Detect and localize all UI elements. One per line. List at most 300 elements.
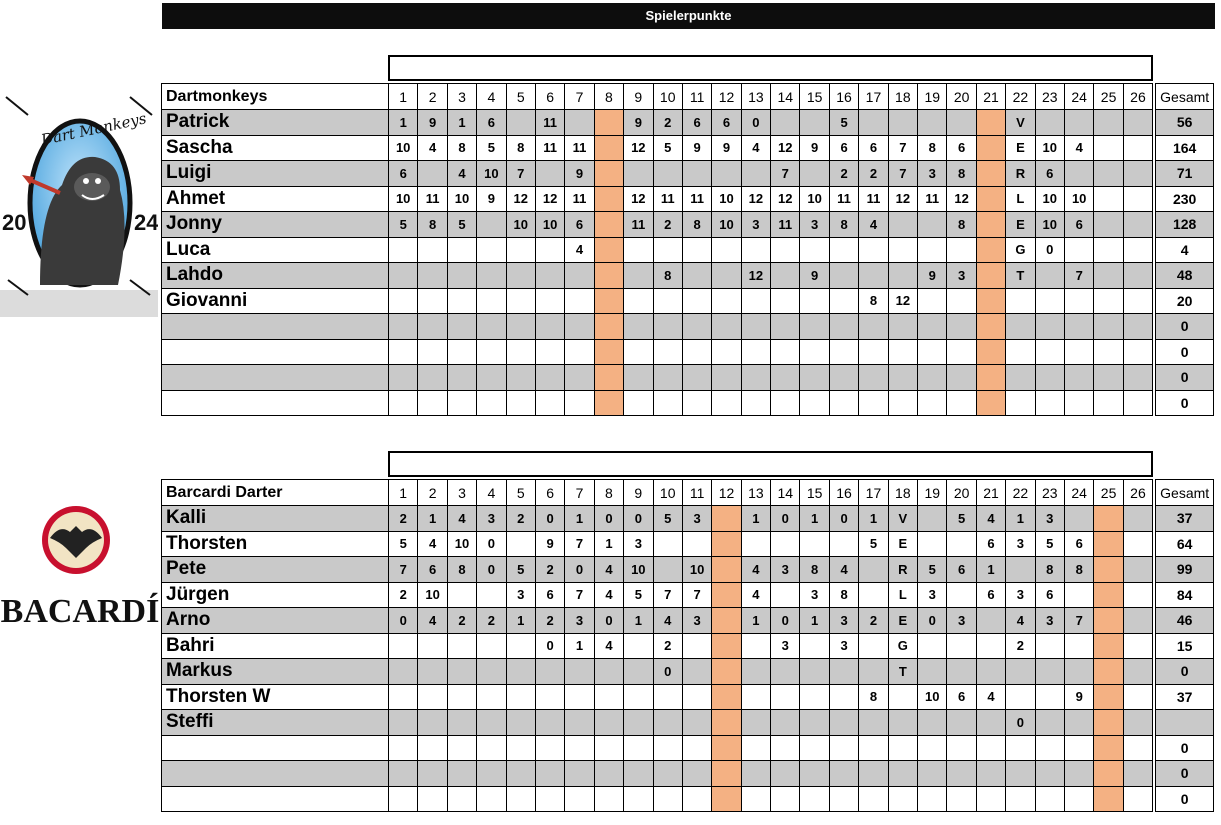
score-cell bbox=[976, 390, 1005, 416]
score-cell bbox=[1035, 684, 1064, 710]
score-cell: 3 bbox=[771, 557, 800, 583]
player-row bbox=[162, 557, 1214, 583]
player-name bbox=[162, 735, 389, 761]
player-name bbox=[162, 390, 389, 416]
score-cell bbox=[624, 339, 653, 365]
score-cell bbox=[1064, 365, 1093, 391]
score-cell bbox=[653, 684, 682, 710]
score-cell: 11 bbox=[653, 186, 682, 212]
score-cell bbox=[976, 710, 1005, 736]
score-cell bbox=[800, 365, 829, 391]
score-cell bbox=[712, 365, 741, 391]
score-cell bbox=[418, 710, 447, 736]
score-cell bbox=[947, 288, 976, 314]
score-cell bbox=[1035, 339, 1064, 365]
score-cell bbox=[771, 110, 800, 136]
score-cell bbox=[859, 735, 888, 761]
score-cell bbox=[859, 365, 888, 391]
score-cell bbox=[565, 684, 594, 710]
score-cell: 4 bbox=[418, 531, 447, 557]
score-cell bbox=[594, 684, 623, 710]
score-cell: 12 bbox=[888, 288, 917, 314]
player-name: Arno bbox=[162, 608, 389, 634]
score-cell: 1 bbox=[447, 110, 476, 136]
player-name: Luigi bbox=[162, 161, 389, 187]
score-cell bbox=[624, 786, 653, 812]
score-cell bbox=[506, 659, 535, 685]
score-cell bbox=[1094, 633, 1123, 659]
score-cell: 1 bbox=[800, 608, 829, 634]
score-cell bbox=[653, 161, 682, 187]
score-cell bbox=[918, 390, 947, 416]
player-total: 0 bbox=[1156, 659, 1214, 685]
score-cell bbox=[418, 786, 447, 812]
score-cell bbox=[594, 761, 623, 787]
score-cell bbox=[888, 263, 917, 289]
score-cell bbox=[389, 314, 418, 340]
score-cell bbox=[741, 684, 770, 710]
score-cell: 8 bbox=[829, 582, 858, 608]
column-header: 11 bbox=[682, 84, 711, 110]
score-cell bbox=[565, 735, 594, 761]
column-header: 16 bbox=[829, 84, 858, 110]
column-header: 9 bbox=[624, 480, 653, 506]
score-cell bbox=[594, 786, 623, 812]
player-row bbox=[162, 633, 1214, 659]
score-cell: 10 bbox=[800, 186, 829, 212]
column-header: 7 bbox=[565, 84, 594, 110]
score-cell: 0 bbox=[535, 633, 564, 659]
score-cell bbox=[1064, 633, 1093, 659]
score-cell bbox=[918, 506, 947, 532]
player-total: 37 bbox=[1156, 684, 1214, 710]
score-cell: 10 bbox=[447, 531, 476, 557]
score-cell bbox=[1064, 761, 1093, 787]
score-cell: 1 bbox=[859, 506, 888, 532]
score-cell bbox=[506, 761, 535, 787]
player-total: 37 bbox=[1156, 506, 1214, 532]
player-name: Pete bbox=[162, 557, 389, 583]
score-cell bbox=[1064, 288, 1093, 314]
score-cell: 0 bbox=[389, 608, 418, 634]
score-cell: 1 bbox=[976, 557, 1005, 583]
score-cell bbox=[1094, 557, 1123, 583]
score-cell: 4 bbox=[976, 506, 1005, 532]
score-cell: 2 bbox=[859, 608, 888, 634]
total-header: Gesamt bbox=[1156, 84, 1214, 110]
player-name: Lahdo bbox=[162, 263, 389, 289]
score-cell: 1 bbox=[565, 506, 594, 532]
score-cell: 3 bbox=[829, 608, 858, 634]
score-cell bbox=[1123, 110, 1152, 136]
score-cell: 4 bbox=[447, 161, 476, 187]
score-cell bbox=[741, 390, 770, 416]
score-cell: 8 bbox=[800, 557, 829, 583]
score-cell: 7 bbox=[565, 582, 594, 608]
score-cell: 4 bbox=[1064, 135, 1093, 161]
score-cell bbox=[800, 237, 829, 263]
score-cell: 2 bbox=[653, 633, 682, 659]
score-cell bbox=[1064, 582, 1093, 608]
score-cell: G bbox=[1006, 237, 1035, 263]
score-cell: 4 bbox=[418, 608, 447, 634]
column-header: 8 bbox=[594, 84, 623, 110]
column-header: 5 bbox=[506, 84, 535, 110]
score-cell bbox=[624, 314, 653, 340]
player-row bbox=[162, 161, 1214, 187]
score-cell bbox=[888, 339, 917, 365]
score-cell: 2 bbox=[389, 582, 418, 608]
score-cell bbox=[418, 339, 447, 365]
score-cell bbox=[624, 710, 653, 736]
score-cell bbox=[477, 633, 506, 659]
score-cell: 0 bbox=[1035, 237, 1064, 263]
score-cell: 0 bbox=[918, 608, 947, 634]
score-cell: 12 bbox=[624, 135, 653, 161]
score-cell bbox=[741, 659, 770, 685]
score-cell bbox=[682, 710, 711, 736]
score-cell bbox=[976, 365, 1005, 391]
team-name: Dartmonkeys bbox=[162, 84, 389, 110]
score-cell bbox=[918, 710, 947, 736]
score-cell bbox=[741, 339, 770, 365]
score-cell bbox=[1094, 506, 1123, 532]
score-cell: 4 bbox=[741, 135, 770, 161]
score-cell: 12 bbox=[624, 186, 653, 212]
score-cell bbox=[653, 735, 682, 761]
score-cell: V bbox=[1006, 110, 1035, 136]
score-cell bbox=[976, 110, 1005, 136]
score-cell bbox=[653, 237, 682, 263]
score-cell bbox=[800, 110, 829, 136]
score-cell: 6 bbox=[1035, 161, 1064, 187]
score-cell bbox=[389, 633, 418, 659]
score-cell: 4 bbox=[594, 633, 623, 659]
player-total: 0 bbox=[1156, 786, 1214, 812]
score-cell: 9 bbox=[477, 186, 506, 212]
score-cell bbox=[1094, 684, 1123, 710]
score-cell: 3 bbox=[741, 212, 770, 238]
score-cell: 1 bbox=[418, 506, 447, 532]
score-cell bbox=[477, 659, 506, 685]
score-cell bbox=[829, 710, 858, 736]
score-cell bbox=[624, 237, 653, 263]
score-cell: 0 bbox=[535, 506, 564, 532]
score-cell: 11 bbox=[535, 110, 564, 136]
score-cell bbox=[653, 710, 682, 736]
score-cell: 12 bbox=[888, 186, 917, 212]
score-cell: 2 bbox=[1006, 633, 1035, 659]
score-cell bbox=[682, 761, 711, 787]
score-cell bbox=[976, 314, 1005, 340]
score-cell: 9 bbox=[624, 110, 653, 136]
team-1-score-table bbox=[161, 83, 1214, 416]
score-cell bbox=[771, 582, 800, 608]
score-cell: 3 bbox=[947, 608, 976, 634]
score-cell bbox=[829, 761, 858, 787]
column-header: 16 bbox=[829, 480, 858, 506]
score-cell bbox=[800, 710, 829, 736]
score-cell bbox=[1094, 110, 1123, 136]
score-cell bbox=[477, 263, 506, 289]
score-cell: 0 bbox=[477, 531, 506, 557]
page-title: Spielerpunkte bbox=[162, 3, 1215, 29]
score-cell bbox=[1006, 288, 1035, 314]
score-cell bbox=[1123, 237, 1152, 263]
score-cell bbox=[565, 288, 594, 314]
score-cell bbox=[712, 339, 741, 365]
score-cell bbox=[1123, 633, 1152, 659]
score-cell bbox=[1094, 288, 1123, 314]
score-cell: 3 bbox=[947, 263, 976, 289]
player-name bbox=[162, 314, 389, 340]
score-cell: 10 bbox=[477, 161, 506, 187]
score-cell bbox=[829, 263, 858, 289]
score-cell bbox=[859, 582, 888, 608]
score-cell bbox=[771, 263, 800, 289]
player-row bbox=[162, 339, 1214, 365]
score-cell bbox=[1006, 365, 1035, 391]
score-cell bbox=[1035, 761, 1064, 787]
score-cell bbox=[1123, 735, 1152, 761]
score-cell bbox=[506, 633, 535, 659]
score-cell bbox=[653, 314, 682, 340]
score-cell: 10 bbox=[447, 186, 476, 212]
score-cell bbox=[859, 633, 888, 659]
player-name: Patrick bbox=[162, 110, 389, 136]
score-cell bbox=[1094, 710, 1123, 736]
score-cell bbox=[888, 684, 917, 710]
score-cell bbox=[800, 314, 829, 340]
column-header: 26 bbox=[1123, 480, 1152, 506]
player-total: 164 bbox=[1156, 135, 1214, 161]
score-cell bbox=[1035, 735, 1064, 761]
score-cell bbox=[1094, 237, 1123, 263]
score-cell: 10 bbox=[624, 557, 653, 583]
score-cell bbox=[771, 339, 800, 365]
score-cell bbox=[1123, 339, 1152, 365]
score-cell bbox=[682, 365, 711, 391]
column-header: 21 bbox=[976, 84, 1005, 110]
score-cell bbox=[506, 237, 535, 263]
player-total: 99 bbox=[1156, 557, 1214, 583]
score-cell bbox=[1094, 531, 1123, 557]
column-header: 18 bbox=[888, 84, 917, 110]
score-cell bbox=[594, 288, 623, 314]
score-cell: 0 bbox=[594, 506, 623, 532]
header-row bbox=[162, 480, 1214, 506]
score-cell bbox=[712, 531, 741, 557]
score-cell bbox=[918, 110, 947, 136]
score-cell bbox=[712, 608, 741, 634]
score-cell bbox=[888, 710, 917, 736]
score-cell bbox=[771, 659, 800, 685]
score-cell bbox=[712, 390, 741, 416]
score-cell: L bbox=[1006, 186, 1035, 212]
score-cell bbox=[1094, 161, 1123, 187]
score-cell bbox=[741, 735, 770, 761]
score-cell bbox=[800, 531, 829, 557]
score-cell bbox=[741, 761, 770, 787]
score-cell bbox=[447, 735, 476, 761]
column-header: 24 bbox=[1064, 480, 1093, 506]
score-cell bbox=[976, 237, 1005, 263]
score-cell bbox=[859, 339, 888, 365]
total-header: Gesamt bbox=[1156, 480, 1214, 506]
score-cell bbox=[947, 339, 976, 365]
score-cell: 9 bbox=[800, 135, 829, 161]
player-total: 71 bbox=[1156, 161, 1214, 187]
score-cell: 2 bbox=[653, 212, 682, 238]
score-cell: 7 bbox=[682, 582, 711, 608]
column-header: 23 bbox=[1035, 480, 1064, 506]
score-cell: 2 bbox=[535, 608, 564, 634]
score-cell: 0 bbox=[771, 608, 800, 634]
dart-monkeys-logo bbox=[0, 85, 158, 317]
score-cell bbox=[947, 314, 976, 340]
score-cell bbox=[888, 314, 917, 340]
score-cell bbox=[447, 314, 476, 340]
score-cell bbox=[565, 314, 594, 340]
score-cell bbox=[1006, 786, 1035, 812]
score-cell bbox=[712, 506, 741, 532]
score-cell bbox=[1094, 735, 1123, 761]
score-cell bbox=[1064, 735, 1093, 761]
score-cell bbox=[800, 161, 829, 187]
column-header: 22 bbox=[1006, 84, 1035, 110]
score-cell: 7 bbox=[653, 582, 682, 608]
score-cell: 1 bbox=[741, 506, 770, 532]
score-cell bbox=[888, 735, 917, 761]
score-cell bbox=[1123, 659, 1152, 685]
svg-text:24: 24 bbox=[134, 210, 158, 235]
score-cell bbox=[594, 365, 623, 391]
score-cell: 6 bbox=[829, 135, 858, 161]
score-cell bbox=[1035, 633, 1064, 659]
score-cell: 1 bbox=[800, 506, 829, 532]
score-cell bbox=[1123, 710, 1152, 736]
player-row bbox=[162, 237, 1214, 263]
score-cell bbox=[918, 365, 947, 391]
player-total: 84 bbox=[1156, 582, 1214, 608]
player-row bbox=[162, 735, 1214, 761]
score-cell bbox=[418, 263, 447, 289]
player-row bbox=[162, 186, 1214, 212]
score-cell bbox=[947, 110, 976, 136]
score-cell: 0 bbox=[829, 506, 858, 532]
score-cell: 4 bbox=[594, 582, 623, 608]
score-cell bbox=[565, 365, 594, 391]
score-cell: 1 bbox=[506, 608, 535, 634]
column-header: 2 bbox=[418, 84, 447, 110]
score-cell bbox=[389, 786, 418, 812]
score-cell: R bbox=[888, 557, 917, 583]
score-cell bbox=[976, 161, 1005, 187]
score-cell: 7 bbox=[565, 531, 594, 557]
player-row bbox=[162, 506, 1214, 532]
column-header: 21 bbox=[976, 480, 1005, 506]
score-cell bbox=[594, 314, 623, 340]
score-cell bbox=[976, 135, 1005, 161]
score-cell bbox=[418, 161, 447, 187]
player-row bbox=[162, 531, 1214, 557]
score-cell: 8 bbox=[1035, 557, 1064, 583]
score-cell bbox=[741, 288, 770, 314]
score-cell bbox=[1123, 761, 1152, 787]
player-row bbox=[162, 212, 1214, 238]
player-name: Ahmet bbox=[162, 186, 389, 212]
score-cell: 6 bbox=[712, 110, 741, 136]
score-cell: 1 bbox=[594, 531, 623, 557]
score-cell bbox=[389, 761, 418, 787]
score-cell: 0 bbox=[624, 506, 653, 532]
score-cell bbox=[1094, 390, 1123, 416]
score-cell bbox=[1006, 557, 1035, 583]
score-cell bbox=[594, 659, 623, 685]
score-cell bbox=[771, 531, 800, 557]
player-row bbox=[162, 761, 1214, 787]
score-cell bbox=[624, 263, 653, 289]
player-name: Giovanni bbox=[162, 288, 389, 314]
score-cell bbox=[712, 633, 741, 659]
score-cell: 2 bbox=[829, 161, 858, 187]
score-cell: 10 bbox=[712, 186, 741, 212]
score-cell bbox=[1035, 710, 1064, 736]
score-cell bbox=[1094, 786, 1123, 812]
score-cell: 2 bbox=[389, 506, 418, 532]
score-cell: 5 bbox=[389, 531, 418, 557]
score-cell bbox=[682, 339, 711, 365]
score-cell bbox=[1035, 365, 1064, 391]
player-name: Bahri bbox=[162, 633, 389, 659]
column-header: 12 bbox=[712, 84, 741, 110]
score-cell: 4 bbox=[741, 582, 770, 608]
score-cell bbox=[477, 684, 506, 710]
column-header: 22 bbox=[1006, 480, 1035, 506]
column-header: 17 bbox=[859, 84, 888, 110]
score-cell: 8 bbox=[682, 212, 711, 238]
score-cell bbox=[888, 237, 917, 263]
score-cell bbox=[741, 786, 770, 812]
column-header: 15 bbox=[800, 480, 829, 506]
score-cell bbox=[1094, 365, 1123, 391]
score-cell bbox=[1123, 786, 1152, 812]
score-cell: E bbox=[888, 531, 917, 557]
player-name: Thorsten W bbox=[162, 684, 389, 710]
score-cell bbox=[565, 390, 594, 416]
score-cell bbox=[829, 314, 858, 340]
score-cell bbox=[653, 390, 682, 416]
team-2-empty-header-bar bbox=[388, 451, 1153, 477]
score-cell bbox=[418, 288, 447, 314]
score-cell bbox=[418, 659, 447, 685]
column-header: 6 bbox=[535, 84, 564, 110]
score-cell bbox=[829, 288, 858, 314]
score-cell bbox=[477, 288, 506, 314]
player-name bbox=[162, 761, 389, 787]
score-cell bbox=[1094, 339, 1123, 365]
score-cell bbox=[535, 710, 564, 736]
player-row bbox=[162, 608, 1214, 634]
player-name bbox=[162, 786, 389, 812]
score-cell: 8 bbox=[918, 135, 947, 161]
column-header: 10 bbox=[653, 480, 682, 506]
score-cell bbox=[1123, 365, 1152, 391]
score-cell: 5 bbox=[829, 110, 858, 136]
score-cell bbox=[918, 761, 947, 787]
column-header: 14 bbox=[771, 480, 800, 506]
score-cell: 9 bbox=[565, 161, 594, 187]
